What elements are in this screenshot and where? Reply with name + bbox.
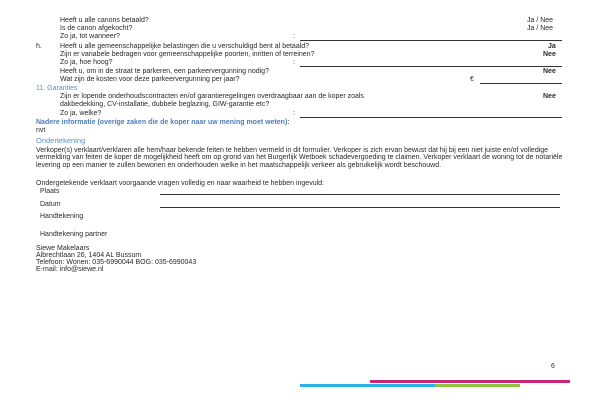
question-guarantees-line2: dakbedekking, CV-installatie, dubbele beglazing, GIW-garantie etc? (60, 101, 270, 108)
footer-company: Siewe Makelaars (36, 245, 90, 252)
footer-phone: Telefoon: Wonen: 035-6990044 BOG: 035-6990043 (36, 259, 197, 266)
question-parking-cost: Wat zijn de kosten voor deze parkeervergunning per jaar? (60, 76, 240, 83)
question-canon-bought: Is de canon afgekocht? (60, 25, 133, 32)
colon-how-high: : (293, 59, 295, 66)
section-11-heading: 11. Garanties (36, 85, 78, 92)
signature-partner-label: Handtekening partner (40, 231, 108, 238)
answer-line-which (300, 117, 562, 118)
question-guarantees-line1: Zijn er lopende onderhoudscontracten en/of garantieregelingen overdraagbaar aan de koper zoals (60, 93, 364, 100)
answer-parking-permit: Nee (543, 68, 556, 75)
decor-bar-green (435, 384, 520, 387)
answer-line-how-high (300, 66, 562, 67)
colon-canon-when: : (293, 33, 295, 40)
answer-canons-paid: Ja / Nee (527, 17, 554, 24)
answer-canon-bought: Ja / Nee (527, 25, 554, 32)
decor-bar-cyan (300, 384, 435, 387)
further-info-value: nvt (36, 127, 46, 134)
question-taxes: Heeft u alle gemeenschappelijke belastingen die u verschuldigd bent al betaald? (60, 43, 310, 50)
answer-line-canon-when (300, 40, 562, 41)
answer-guarantees: Nee (543, 93, 556, 100)
answer-line-parking-cost (480, 83, 562, 84)
footer-email: E-mail: info@siewe.nl (36, 266, 104, 273)
question-parking-permit: Heeft u, om in de straat te parkeren, een parkeervergunning nodig? (60, 68, 269, 75)
signature-label: Handtekening (40, 213, 84, 220)
footer-street: Albrechtlaan 26, 1404 AL Bussum (36, 252, 142, 259)
euro-sign: € (470, 76, 474, 83)
question-variable: Zijn er variabele bedragen voor gemeenschappelijke poorten, inritten of terreinen? (60, 51, 315, 58)
date-label: Datum (40, 201, 61, 208)
place-label: Plaats (40, 188, 60, 195)
question-which: Zo ja, welke? (60, 110, 102, 117)
date-line (160, 207, 560, 208)
signing-heading: Ondertekening (36, 136, 86, 145)
question-how-high: Zo ja, hoe hoog? (60, 59, 113, 66)
colon-which: : (293, 110, 295, 117)
page-number: 6 (551, 363, 555, 370)
question-canon-when: Zo ja, tot wanneer? (60, 33, 120, 40)
section-h-letter: h. (36, 43, 42, 50)
answer-taxes: Ja (548, 43, 556, 50)
signing-declaration: Ondergetekende verklaart voorgaande vragen volledig en naar waarheid te hebben ingevuld: (36, 180, 324, 187)
further-info-heading: Nadere informatie (overige zaken die de koper naar uw mening moet weten): (36, 119, 290, 126)
question-canons-paid: Heeft u alle canons betaald? (60, 17, 149, 24)
decor-bar-magenta (370, 380, 570, 383)
answer-variable: Nee (543, 51, 556, 58)
place-line (160, 194, 560, 195)
signing-paragraph: Verkoper(s) verklaart/verklaren alle hem/haar bekende feiten te hebben vermeld in dit formulier. Verkoper is zich ervan bewust dat hij bij een niet juiste en/of volledige vermelding van feiten de koper de mogelijkheid heeft om op grond van het Burgerlijk Wetboek schadevergoeding te claimen. Verkoper verklaart de woning tot de notariële levering op een manier te zullen bewonen en onderhouden welke in het maatschappelijk verkeer als gebruikelijk wordt beschouwd. (36, 147, 563, 169)
